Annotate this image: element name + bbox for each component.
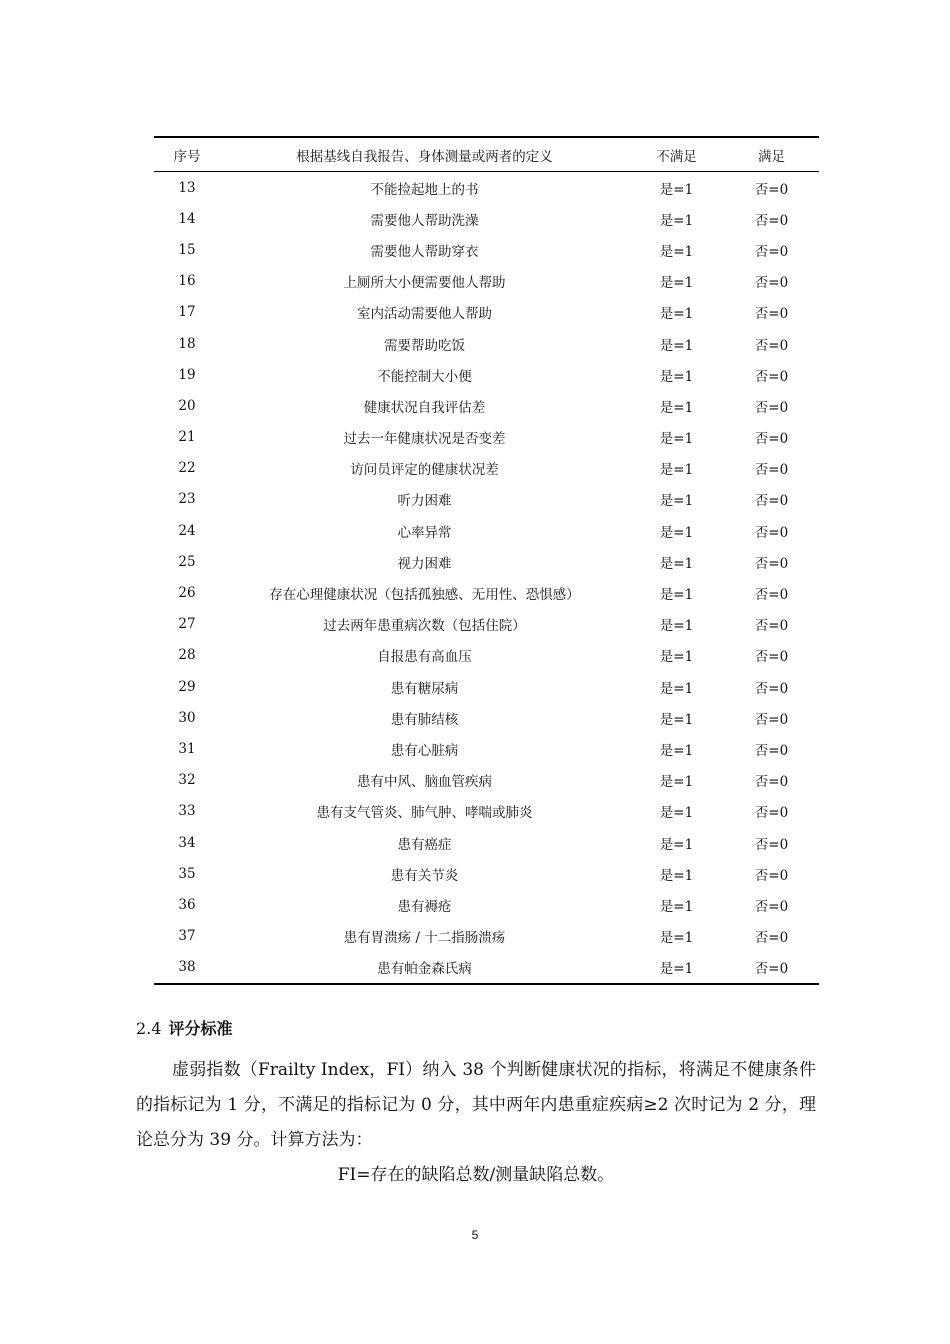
section-title: 评分标准: [168, 1019, 233, 1038]
cell-satisfied: 否=0: [754, 961, 789, 978]
cell-definition: 患有肺结核: [390, 711, 459, 728]
cell-definition: 患有支气管炎、肺气肿、哮喘或肺炎: [316, 805, 533, 822]
table-row: [154, 328, 819, 359]
header-serial-number: 序号: [154, 137, 220, 172]
cell-satisfied: 否=0: [754, 462, 789, 479]
table-row: [154, 952, 819, 984]
header-definition: 根据基线自我报告、身体测量或两者的定义: [220, 137, 629, 172]
cell-definition: 不能捡起地上的书: [370, 181, 479, 198]
cell-satisfied: 否=0: [754, 805, 789, 822]
cell-not-satisfied: 是=1: [659, 805, 694, 822]
cell-serial-number: 28: [178, 647, 196, 664]
table-row: [154, 609, 819, 640]
cell-not-satisfied: 是=1: [659, 930, 694, 947]
cell-definition: 不能控制大小便: [377, 368, 472, 385]
table-row: [154, 733, 819, 764]
cell-serial-number: 31: [178, 740, 196, 757]
cell-satisfied: 否=0: [754, 555, 789, 572]
cell-definition: 健康状况自我评估差: [363, 399, 486, 416]
cell-satisfied: 否=0: [754, 306, 789, 323]
cell-satisfied: 否=0: [754, 867, 789, 884]
cell-satisfied: 否=0: [754, 711, 789, 728]
table-row: [154, 515, 819, 546]
cell-satisfied: 否=0: [754, 742, 789, 759]
cell-serial-number: 35: [178, 865, 196, 882]
cell-serial-number: 17: [178, 304, 196, 321]
table-row: [154, 858, 819, 889]
cell-definition: 需要他人帮助穿衣: [370, 243, 479, 260]
cell-satisfied: 否=0: [754, 524, 789, 541]
cell-definition: 访问员评定的健康状况差: [350, 462, 499, 479]
cell-serial-number: 22: [178, 460, 196, 477]
cell-definition: 视力困难: [397, 555, 452, 572]
cell-serial-number: 16: [178, 273, 196, 290]
cell-serial-number: 30: [178, 709, 196, 726]
header-not-satisfied: 不满足: [629, 137, 724, 172]
cell-definition: 听力困难: [397, 493, 452, 510]
section-heading: [136, 1016, 816, 1042]
table-row: [154, 484, 819, 515]
table-row: [154, 577, 819, 608]
cell-not-satisfied: 是=1: [659, 181, 694, 198]
cell-serial-number: 32: [178, 772, 196, 789]
cell-definition: 心率异常: [397, 524, 452, 541]
fi-formula: FI=存在的缺陷总数/测量缺陷总数。: [337, 1165, 615, 1185]
table-row: [154, 796, 819, 827]
table-row: [154, 889, 819, 920]
cell-definition: 自报患有高血压: [377, 649, 472, 666]
cell-serial-number: 34: [178, 834, 196, 851]
table-row: [154, 234, 819, 265]
cell-not-satisfied: 是=1: [659, 275, 694, 292]
cell-not-satisfied: 是=1: [659, 462, 694, 479]
cell-definition: 患有胃溃疡 / 十二指肠溃疡: [343, 930, 506, 947]
table-row: [154, 359, 819, 390]
cell-definition: 需要他人帮助洗澡: [370, 212, 479, 229]
cell-satisfied: 否=0: [754, 493, 789, 510]
cell-satisfied: 否=0: [754, 930, 789, 947]
cell-satisfied: 否=0: [754, 431, 789, 448]
cell-satisfied: 否=0: [754, 337, 789, 354]
cell-not-satisfied: 是=1: [659, 587, 694, 604]
table-row: [154, 390, 819, 421]
cell-not-satisfied: 是=1: [659, 306, 694, 323]
table-row: [154, 453, 819, 484]
cell-not-satisfied: 是=1: [659, 742, 694, 759]
frailty-index-table: [154, 136, 819, 985]
table-row: [154, 640, 819, 671]
cell-not-satisfied: 是=1: [659, 399, 694, 416]
cell-definition: 需要帮助吃饭: [384, 337, 465, 354]
cell-serial-number: 37: [178, 928, 196, 945]
table-row: [154, 702, 819, 733]
cell-satisfied: 否=0: [754, 181, 789, 198]
cell-not-satisfied: 是=1: [659, 774, 694, 791]
cell-satisfied: 否=0: [754, 774, 789, 791]
cell-serial-number: 18: [178, 335, 196, 352]
table-row: [154, 921, 819, 952]
table-row: [154, 297, 819, 328]
cell-definition: 患有帕金森氏病: [377, 961, 472, 978]
cell-not-satisfied: 是=1: [659, 961, 694, 978]
header-satisfied: 满足: [724, 137, 819, 172]
cell-serial-number: 25: [178, 553, 196, 570]
cell-satisfied: 否=0: [754, 399, 789, 416]
cell-satisfied: 否=0: [754, 587, 789, 604]
scoring-paragraph: 虚弱指数（Frailty Index，FI）纳入 38 个判断健康状况的指标，将满足不健康条件的指标记为 1 分，不满足的指标记为 0 分，其中两年内患重症疾病≥2 次时记为 2 分，理论总分为 39 分。计算方法为：: [136, 1060, 816, 1150]
frailty-index-table-container: [154, 136, 819, 985]
table-row: [154, 827, 819, 858]
cell-definition: 患有褥疮: [397, 898, 452, 915]
cell-definition: 室内活动需要他人帮助: [357, 306, 492, 323]
cell-satisfied: 否=0: [754, 898, 789, 915]
table-row: [154, 671, 819, 702]
cell-definition: 患有癌症: [397, 836, 452, 853]
cell-not-satisfied: 是=1: [659, 524, 694, 541]
cell-serial-number: 38: [178, 959, 196, 976]
cell-not-satisfied: 是=1: [659, 337, 694, 354]
cell-not-satisfied: 是=1: [659, 493, 694, 510]
table-row: [154, 546, 819, 577]
cell-serial-number: 26: [178, 585, 196, 602]
cell-not-satisfied: 是=1: [659, 836, 694, 853]
cell-serial-number: 33: [178, 803, 196, 820]
cell-serial-number: 15: [178, 241, 196, 258]
cell-not-satisfied: 是=1: [659, 555, 694, 572]
cell-satisfied: 否=0: [754, 243, 789, 260]
cell-satisfied: 否=0: [754, 649, 789, 666]
cell-definition: 患有心脏病: [390, 742, 459, 759]
table-row: [154, 172, 819, 204]
table-row: [154, 422, 819, 453]
cell-serial-number: 24: [178, 522, 196, 539]
cell-not-satisfied: 是=1: [659, 618, 694, 635]
cell-serial-number: 13: [178, 179, 196, 196]
cell-serial-number: 21: [178, 429, 196, 446]
section-number: 2.4: [136, 1019, 162, 1038]
cell-serial-number: 19: [178, 366, 196, 383]
cell-serial-number: 29: [178, 678, 196, 695]
table-row: [154, 203, 819, 234]
scoring-criteria-section: [136, 1016, 816, 1193]
cell-not-satisfied: 是=1: [659, 711, 694, 728]
table-row: [154, 266, 819, 297]
table-header: [154, 137, 819, 172]
page-number: 5: [471, 1228, 479, 1242]
cell-satisfied: 否=0: [754, 275, 789, 292]
cell-definition: 存在心理健康状况（包括孤独感、无用性、恐惧感）: [269, 587, 580, 604]
cell-not-satisfied: 是=1: [659, 867, 694, 884]
cell-satisfied: 否=0: [754, 212, 789, 229]
table-header-row: [154, 137, 819, 172]
cell-satisfied: 否=0: [754, 680, 789, 697]
cell-not-satisfied: 是=1: [659, 243, 694, 260]
cell-serial-number: 36: [178, 896, 196, 913]
cell-not-satisfied: 是=1: [659, 212, 694, 229]
cell-serial-number: 14: [178, 210, 196, 227]
cell-not-satisfied: 是=1: [659, 431, 694, 448]
cell-not-satisfied: 是=1: [659, 680, 694, 697]
cell-definition: 患有中风、脑血管疾病: [357, 774, 492, 791]
cell-definition: 过去一年健康状况是否变差: [343, 431, 506, 448]
cell-not-satisfied: 是=1: [659, 898, 694, 915]
cell-definition: 上厕所大小便需要他人帮助: [343, 275, 506, 292]
cell-definition: 患有关节炎: [390, 867, 459, 884]
cell-satisfied: 否=0: [754, 368, 789, 385]
cell-satisfied: 否=0: [754, 618, 789, 635]
cell-definition: 患有糖尿病: [390, 680, 459, 697]
cell-serial-number: 20: [178, 397, 196, 414]
cell-serial-number: 23: [178, 491, 196, 508]
cell-satisfied: 否=0: [754, 836, 789, 853]
cell-not-satisfied: 是=1: [659, 649, 694, 666]
cell-definition: 过去两年患重病次数（包括住院）: [323, 618, 526, 635]
cell-serial-number: 27: [178, 616, 196, 633]
table-body: [154, 172, 819, 984]
cell-not-satisfied: 是=1: [659, 368, 694, 385]
table-row: [154, 765, 819, 796]
